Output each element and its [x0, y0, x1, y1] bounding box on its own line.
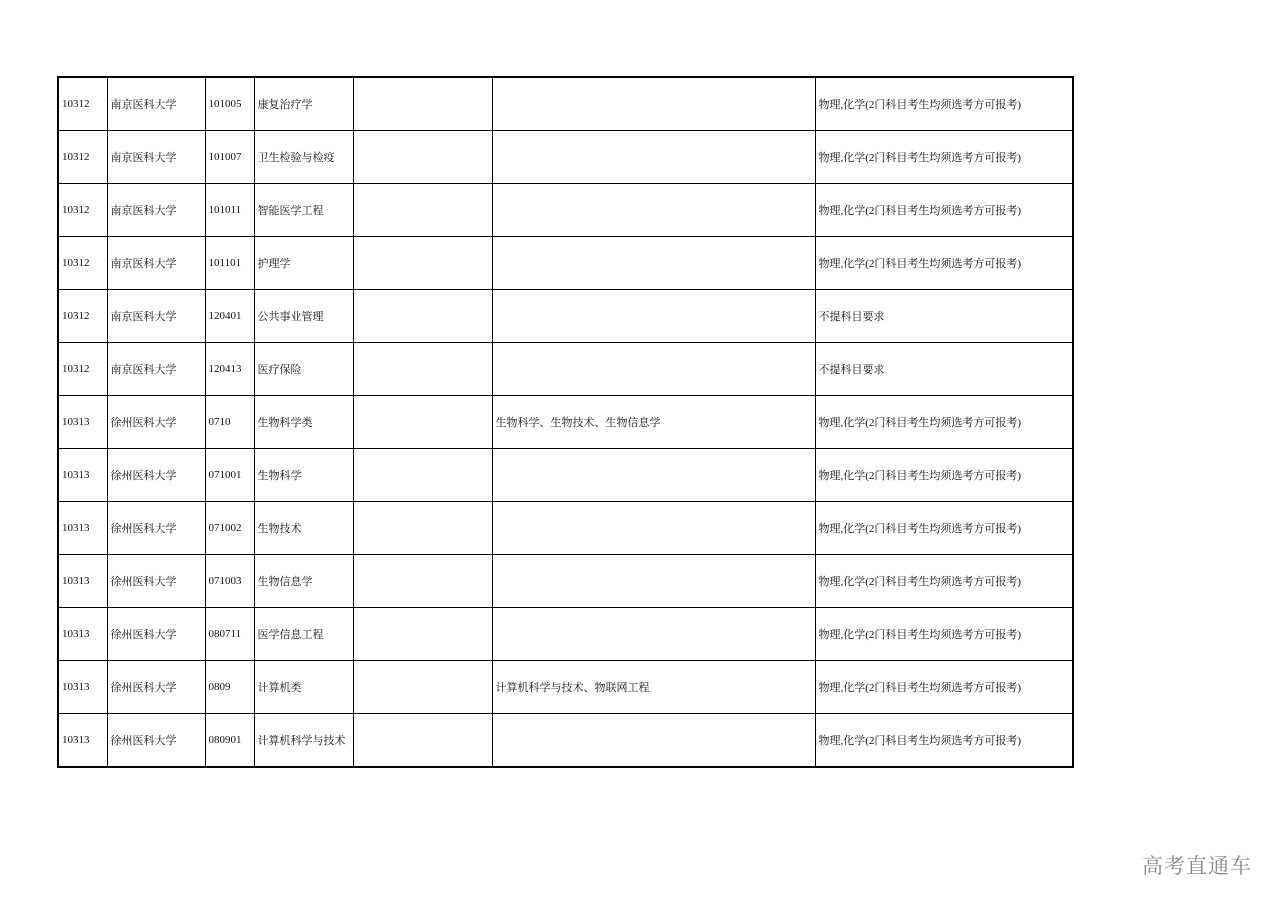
subject-requirement-cell: 物理,化学(2门科目考生均须选考方可报考)	[815, 449, 1073, 502]
included-majors-cell: 生物科学、生物技术、生物信息学	[492, 396, 815, 449]
note-cell	[353, 449, 492, 502]
included-majors-cell	[492, 343, 815, 396]
note-cell	[353, 714, 492, 768]
included-majors-cell	[492, 502, 815, 555]
included-majors-cell	[492, 608, 815, 661]
major-code-cell: 0710	[205, 396, 254, 449]
table-row	[58, 131, 1073, 184]
note-cell	[353, 555, 492, 608]
school-code-cell: 10312	[58, 184, 107, 237]
school-code-cell: 10312	[58, 290, 107, 343]
major-name-cell: 康复治疗学	[254, 77, 353, 131]
school-name-cell: 徐州医科大学	[107, 555, 205, 608]
school-code-cell: 10312	[58, 131, 107, 184]
included-majors-cell	[492, 184, 815, 237]
major-name-cell: 生物科学	[254, 449, 353, 502]
school-code-cell: 10313	[58, 714, 107, 768]
school-code-cell: 10312	[58, 237, 107, 290]
school-name-cell: 南京医科大学	[107, 131, 205, 184]
major-name-cell: 公共事业管理	[254, 290, 353, 343]
table-row	[58, 449, 1073, 502]
major-code-cell: 120413	[205, 343, 254, 396]
table-row	[58, 184, 1073, 237]
note-cell	[353, 396, 492, 449]
table-row	[58, 343, 1073, 396]
major-code-cell: 080711	[205, 608, 254, 661]
school-code-cell: 10312	[58, 77, 107, 131]
school-name-cell: 南京医科大学	[107, 290, 205, 343]
major-name-cell: 计算机科学与技术	[254, 714, 353, 768]
subject-requirement-cell: 物理,化学(2门科目考生均须选考方可报考)	[815, 555, 1073, 608]
table-row	[58, 396, 1073, 449]
major-code-cell: 071001	[205, 449, 254, 502]
major-name-cell: 医学信息工程	[254, 608, 353, 661]
included-majors-cell	[492, 131, 815, 184]
school-name-cell: 徐州医科大学	[107, 714, 205, 768]
included-majors-cell	[492, 77, 815, 131]
major-name-cell: 护理学	[254, 237, 353, 290]
subject-requirement-cell: 物理,化学(2门科目考生均须选考方可报考)	[815, 131, 1073, 184]
major-code-cell: 0809	[205, 661, 254, 714]
school-name-cell: 徐州医科大学	[107, 502, 205, 555]
subject-requirement-cell: 物理,化学(2门科目考生均须选考方可报考)	[815, 608, 1073, 661]
note-cell	[353, 502, 492, 555]
major-name-cell: 智能医学工程	[254, 184, 353, 237]
major-name-cell: 生物科学类	[254, 396, 353, 449]
subject-requirement-cell: 物理,化学(2门科目考生均须选考方可报考)	[815, 396, 1073, 449]
school-name-cell: 徐州医科大学	[107, 608, 205, 661]
school-code-cell: 10312	[58, 343, 107, 396]
included-majors-cell	[492, 714, 815, 768]
table-row	[58, 555, 1073, 608]
note-cell	[353, 237, 492, 290]
school-name-cell: 南京医科大学	[107, 184, 205, 237]
major-code-cell: 071002	[205, 502, 254, 555]
table-row	[58, 661, 1073, 714]
major-code-cell: 120401	[205, 290, 254, 343]
subject-requirement-cell: 不提科目要求	[815, 343, 1073, 396]
table-row	[58, 77, 1073, 131]
included-majors-cell	[492, 237, 815, 290]
table-row	[58, 502, 1073, 555]
included-majors-cell	[492, 449, 815, 502]
major-code-cell: 101101	[205, 237, 254, 290]
school-name-cell: 徐州医科大学	[107, 449, 205, 502]
table-row	[58, 237, 1073, 290]
note-cell	[353, 131, 492, 184]
school-code-cell: 10313	[58, 396, 107, 449]
note-cell	[353, 290, 492, 343]
major-code-cell: 101005	[205, 77, 254, 131]
subject-requirement-cell: 不提科目要求	[815, 290, 1073, 343]
note-cell	[353, 608, 492, 661]
subject-requirement-cell: 物理,化学(2门科目考生均须选考方可报考)	[815, 77, 1073, 131]
major-name-cell: 生物信息学	[254, 555, 353, 608]
table-row	[58, 608, 1073, 661]
note-cell	[353, 661, 492, 714]
note-cell	[353, 343, 492, 396]
subject-requirement-cell: 物理,化学(2门科目考生均须选考方可报考)	[815, 237, 1073, 290]
subject-requirement-cell: 物理,化学(2门科目考生均须选考方可报考)	[815, 661, 1073, 714]
school-code-cell: 10313	[58, 449, 107, 502]
included-majors-cell: 计算机科学与技术、物联网工程	[492, 661, 815, 714]
major-code-cell: 080901	[205, 714, 254, 768]
subject-requirement-cell: 物理,化学(2门科目考生均须选考方可报考)	[815, 502, 1073, 555]
major-name-cell: 卫生检验与检疫	[254, 131, 353, 184]
major-name-cell: 计算机类	[254, 661, 353, 714]
included-majors-cell	[492, 555, 815, 608]
school-code-cell: 10313	[58, 608, 107, 661]
school-name-cell: 南京医科大学	[107, 237, 205, 290]
note-cell	[353, 184, 492, 237]
watermark-text: 高考直通车	[1142, 854, 1252, 878]
school-name-cell: 徐州医科大学	[107, 661, 205, 714]
school-code-cell: 10313	[58, 502, 107, 555]
major-code-cell: 071003	[205, 555, 254, 608]
table-row	[58, 714, 1073, 768]
included-majors-cell	[492, 290, 815, 343]
subject-requirement-cell: 物理,化学(2门科目考生均须选考方可报考)	[815, 184, 1073, 237]
subject-requirement-cell: 物理,化学(2门科目考生均须选考方可报考)	[815, 714, 1073, 768]
major-name-cell: 医疗保险	[254, 343, 353, 396]
school-name-cell: 南京医科大学	[107, 343, 205, 396]
note-cell	[353, 77, 492, 131]
major-name-cell: 生物技术	[254, 502, 353, 555]
major-code-cell: 101007	[205, 131, 254, 184]
admission-requirements-table	[57, 76, 1074, 768]
table-body	[58, 77, 1073, 767]
table-row	[58, 290, 1073, 343]
school-name-cell: 徐州医科大学	[107, 396, 205, 449]
school-code-cell: 10313	[58, 661, 107, 714]
school-code-cell: 10313	[58, 555, 107, 608]
school-name-cell: 南京医科大学	[107, 77, 205, 131]
major-code-cell: 101011	[205, 184, 254, 237]
